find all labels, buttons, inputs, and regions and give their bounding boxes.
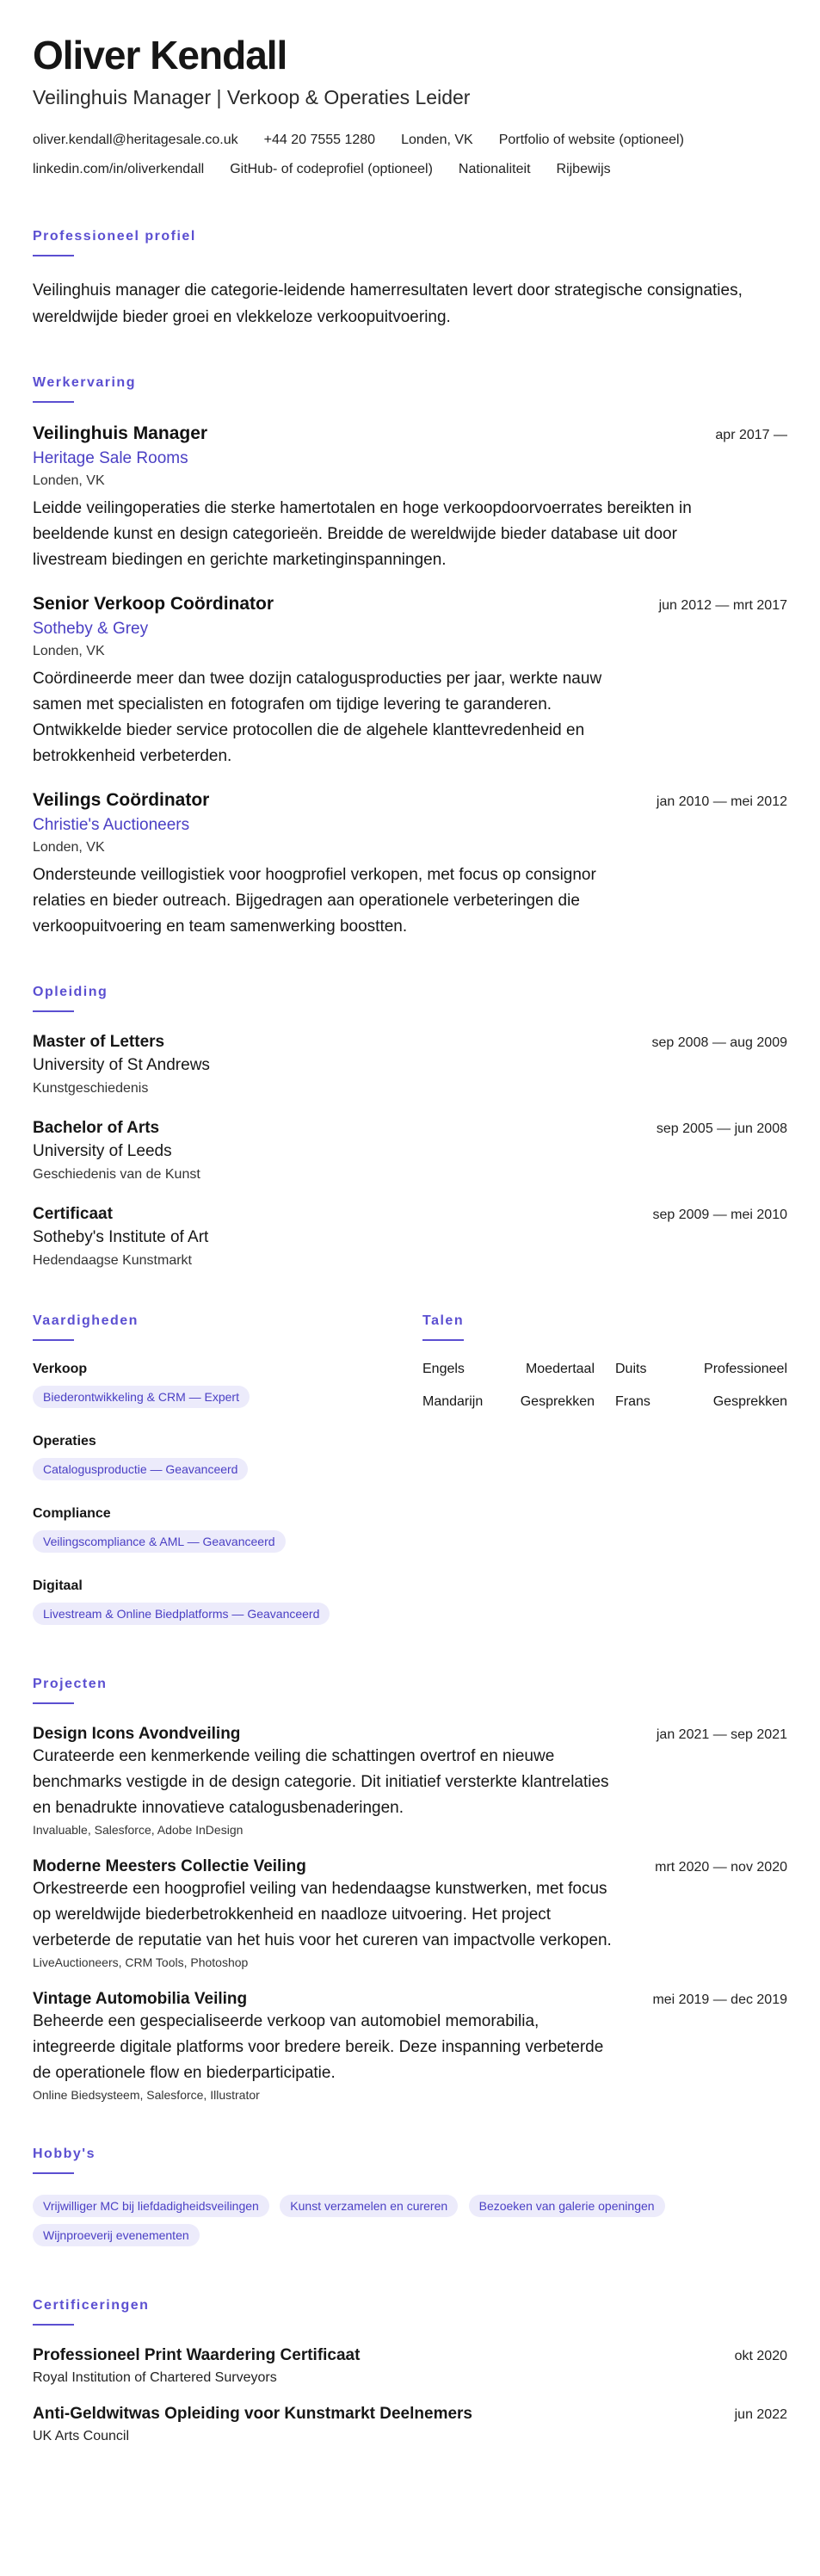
- study-field: Hedendaagse Kunstmarkt: [33, 1253, 192, 1268]
- section-divider: [33, 1702, 74, 1704]
- project-tools: Invaluable, Salesforce, Adobe InDesign: [33, 1823, 244, 1837]
- degree-title: Certificaat: [33, 1205, 113, 1223]
- job-title: Senior Verkoop Coördinator: [33, 594, 274, 614]
- skill-group: [33, 1362, 411, 1415]
- certification-title: Anti-Geldwitwas Opleiding voor Kunstmarkt Deelnemers: [33, 2405, 472, 2423]
- project-date: mrt 2020 — nov 2020: [655, 1860, 787, 1875]
- project-entry: [33, 1857, 787, 1969]
- section-divider: [422, 1339, 464, 1341]
- contact-phone[interactable]: +44 20 7555 1280: [263, 133, 376, 147]
- study-field: Geschiedenis van de Kunst: [33, 1167, 200, 1182]
- section-divider: [33, 255, 74, 256]
- experience-entry: [33, 594, 787, 769]
- skill-pill: Livestream & Online Biedplatforms — Geavanceerd: [33, 1603, 330, 1625]
- candidate-name: Oliver Kendall: [33, 33, 287, 77]
- hobby-pill: Bezoeken van galerie openingen: [469, 2195, 665, 2217]
- language-item: [615, 1394, 787, 1410]
- job-description: Ondersteunde veillogistiek voor hoogprofiel verkopen, met focus op consignor relaties en bieder outreach. Bijgedragen aan operationele verbeteringen die verkoopuitvoering en team samenwerking boostten.: [33, 866, 596, 936]
- contact-email[interactable]: oliver.kendall@heritagesale.co.uk: [33, 133, 238, 147]
- section-divider: [33, 1339, 74, 1341]
- skill-group: [33, 1434, 411, 1487]
- experience-entry: [33, 790, 787, 940]
- certification-issuer: Royal Institution of Chartered Surveyors: [33, 2370, 277, 2385]
- job-location: Londen, VK: [33, 840, 105, 855]
- contact-list: [33, 126, 787, 184]
- language-level: Professioneel: [704, 1362, 787, 1376]
- certification-date: okt 2020: [734, 2349, 787, 2363]
- section-divider: [33, 2324, 74, 2326]
- section-heading-profile: Professioneel profiel: [33, 229, 196, 244]
- certification-issuer: UK Arts Council: [33, 2429, 130, 2443]
- education-date: sep 2008 — aug 2009: [651, 1035, 787, 1050]
- contact-license: Rijbewijs: [556, 162, 611, 176]
- candidate-title: Veilinghuis Manager | Verkoop & Operaties Leider: [33, 86, 471, 108]
- school-name: Sotheby's Institute of Art: [33, 1228, 209, 1246]
- project-description: Beheerde een gespecialiseerde verkoop van automobiel memorabilia, integreerde digitale platforms voor bredere bereik. Deze inspanning verbeterde de operationele flow en biederparticipatie.: [33, 2012, 604, 2082]
- section-heading-hobbies: Hobby's: [33, 2147, 96, 2161]
- skill-pill: Veilingscompliance & AML — Geavanceerd: [33, 1530, 286, 1553]
- section-heading-education: Opleiding: [33, 985, 108, 999]
- job-company: Heritage Sale Rooms: [33, 449, 188, 467]
- skill-pill: Catalogusproductie — Geavanceerd: [33, 1458, 248, 1480]
- education-entry: [33, 1119, 787, 1183]
- language-level: Gesprekken: [520, 1394, 595, 1409]
- study-field: Kunstgeschiedenis: [33, 1081, 149, 1096]
- language-name: Mandarijn: [422, 1394, 484, 1409]
- education-entry: [33, 1205, 787, 1269]
- job-date: jan 2010 — mei 2012: [656, 794, 787, 809]
- contact-nationality: Nationaliteit: [458, 162, 531, 176]
- project-tools: LiveAuctioneers, CRM Tools, Photoshop: [33, 1955, 249, 1969]
- project-description: Curateerde een kenmerkende veiling die schattingen overtrof en nieuwe benchmarks vestigde in de design categorie. Dit initiatief versterkte klantrelaties en benadrukte innovatieve catalogusbenaderingen.: [33, 1747, 609, 1817]
- school-name: University of Leeds: [33, 1142, 172, 1160]
- job-date: apr 2017 —: [715, 428, 787, 442]
- job-date: jun 2012 — mrt 2017: [658, 598, 787, 613]
- skill-group-name: Verkoop: [33, 1362, 88, 1376]
- skills-column: [33, 1291, 411, 1651]
- contact-portfolio[interactable]: Portfolio of website (optioneel): [498, 133, 684, 147]
- language-item: [422, 1362, 595, 1377]
- section-heading-certifications: Certificeringen: [33, 2298, 150, 2313]
- project-entry: [33, 1725, 787, 1837]
- section-divider: [33, 401, 74, 403]
- hobby-pill: Wijnproeverij evenementen: [33, 2224, 200, 2246]
- profile-summary: Veilinghuis manager die categorie-leidende hamerresultaten levert door strategische consignaties, wereldwijde bieder groei en vlekkeloze verkoopuitvoering.: [33, 281, 743, 326]
- job-company: Christie's Auctioneers: [33, 816, 190, 834]
- job-description: Leidde veilingoperaties die sterke hamertotalen en hoge verkoopdoorvoerrates bereikten in beeldende kunst en design categorieën. Breidde de wereldwijde bieder database uit door livestream biedingen en gerichte marketinginspanningen.: [33, 499, 692, 569]
- project-date: jan 2021 — sep 2021: [656, 1727, 787, 1742]
- project-description: Orkestreerde een hoogprofiel veiling van hedendaagse kunstwerken, met focus op wereldwijde biederbetrokkenheid en naadloze uitvoering. Het project verbeterde de reputatie van het huis voor het cureren van impactvolle verkopen.: [33, 1880, 612, 1949]
- skill-group-name: Digitaal: [33, 1578, 83, 1593]
- skill-group-name: Operaties: [33, 1434, 96, 1449]
- project-title: Moderne Meesters Collectie Veiling: [33, 1857, 306, 1875]
- project-tools: Online Biedsysteem, Salesforce, Illustrator: [33, 2088, 260, 2102]
- skill-group-name: Compliance: [33, 1506, 111, 1521]
- language-name: Engels: [422, 1362, 465, 1376]
- section-heading-experience: Werkervaring: [33, 375, 136, 390]
- job-title: Veilings Coördinator: [33, 790, 210, 810]
- project-date: mei 2019 — dec 2019: [652, 1992, 787, 2007]
- education-date: sep 2009 — mei 2010: [652, 1208, 787, 1222]
- section-divider: [33, 1010, 74, 1012]
- language-name: Frans: [615, 1394, 650, 1409]
- skill-pill: Biederontwikkeling & CRM — Expert: [33, 1386, 250, 1408]
- experience-entry: [33, 423, 787, 573]
- degree-title: Bachelor of Arts: [33, 1119, 160, 1137]
- education-date: sep 2005 — jun 2008: [656, 1121, 787, 1136]
- job-location: Londen, VK: [33, 473, 105, 488]
- project-title: Design Icons Avondveiling: [33, 1725, 241, 1743]
- hobby-pill: Kunst verzamelen en cureren: [280, 2195, 458, 2217]
- hobby-pill: Vrijwilliger MC bij liefdadigheidsveilingen: [33, 2195, 269, 2217]
- job-title: Veilinghuis Manager: [33, 423, 208, 443]
- job-company: Sotheby & Grey: [33, 620, 149, 638]
- education-entry: [33, 1033, 787, 1096]
- contact-location: Londen, VK: [401, 133, 473, 147]
- project-title: Vintage Automobilia Veiling: [33, 1990, 248, 2008]
- language-item: [422, 1394, 595, 1410]
- certification-date: jun 2022: [734, 2407, 787, 2422]
- languages-column: [422, 1291, 787, 1651]
- degree-title: Master of Letters: [33, 1033, 165, 1051]
- skills-languages-row: [33, 1291, 787, 1651]
- section-divider: [33, 2172, 74, 2174]
- section-heading-projects: Projecten: [33, 1677, 108, 1691]
- language-name: Duits: [615, 1362, 647, 1376]
- section-heading-languages: Talen: [422, 1313, 465, 1328]
- language-grid: [422, 1362, 787, 1410]
- certification-title: Professioneel Print Waardering Certificaat: [33, 2346, 361, 2364]
- certification-entry: [33, 2405, 787, 2444]
- job-description: Coördineerde meer dan twee dozijn catalogusproducties per jaar, werkte nauw samen met specialisten en fotografen om tijdige levering te garanderen. Ontwikkelde bieder service protocollen die de algehele klanttevredenheid en betrokkenheid verbeterden.: [33, 670, 602, 765]
- school-name: University of St Andrews: [33, 1056, 210, 1074]
- project-entry: [33, 1990, 787, 2102]
- skill-group: [33, 1578, 411, 1632]
- hobby-list: [33, 2195, 787, 2253]
- language-item: [615, 1362, 787, 1377]
- contact-linkedin[interactable]: linkedin.com/in/oliverkendall: [33, 162, 205, 176]
- contact-github[interactable]: GitHub- of codeprofiel (optioneel): [230, 162, 433, 176]
- section-heading-skills: Vaardigheden: [33, 1313, 139, 1328]
- language-level: Moedertaal: [525, 1362, 595, 1376]
- certification-entry: [33, 2346, 787, 2386]
- job-location: Londen, VK: [33, 644, 105, 658]
- skill-group: [33, 1506, 411, 1560]
- language-level: Gesprekken: [712, 1394, 787, 1409]
